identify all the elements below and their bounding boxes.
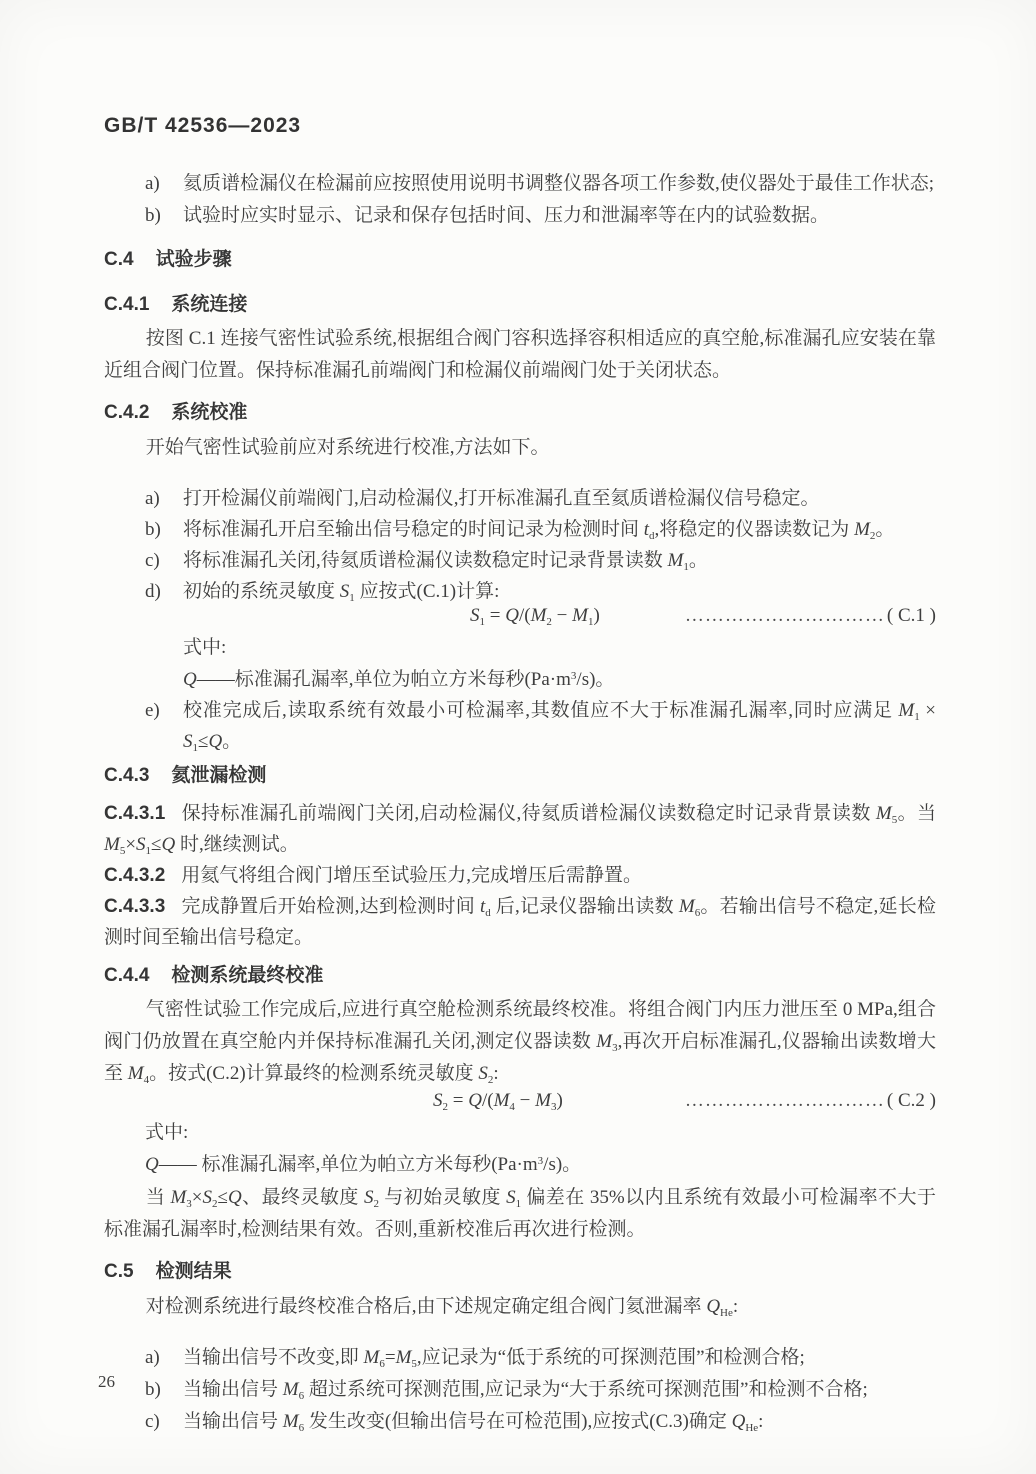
section-title: 系统校准 <box>171 402 248 423</box>
list-item-text: 氦质谱检漏仪在检漏前应按照使用说明书调整仪器各项工作参数,使仪器处于最佳工作状态; <box>183 173 935 194</box>
section-title: 氦泄漏检测 <box>171 765 267 786</box>
list-item-text: 校准完成后,读取系统有效最小可检漏率,其数值应不大于标准漏孔漏率,同时应满足 $M_1 \times S_1\le Q$。 <box>183 700 936 754</box>
section-title: 检测结果 <box>155 1261 232 1282</box>
clause-list <box>104 798 936 953</box>
list-item-text: 当输出信号不改变,即 $M_6=M_5$,应记录为“低于系统的可探测范围”和检测合格; <box>183 1347 805 1370</box>
section-number: C.4 <box>104 249 134 270</box>
section-heading-c42 <box>104 396 936 429</box>
clause-c433 <box>104 891 936 953</box>
section-heading-c43 <box>104 759 936 792</box>
clause-text: 用氦气将组合阀门增压至试验压力,完成增压后需静置。 <box>181 865 643 886</box>
list-item-label: a) <box>145 173 160 194</box>
equation-expression: $S_2 = Q/(M_4 - M_3)$ <box>433 1090 563 1113</box>
list-item-label: b) <box>145 519 161 540</box>
clause-text: 保持标准漏孔前端阀门关闭,启动检漏仪,待氦质谱检漏仪读数稳定时记录背景读数 $M_5$。当 $M_5\times S_1\le Q$ 时,继续测试。 <box>104 803 936 857</box>
list-item <box>104 545 936 576</box>
standard-number: GB/T 42536—2023 <box>104 114 302 137</box>
list-item-text: 将标准漏孔开启至输出信号稳定的时间记录为检测时间 $t_d$,将稳定的仪器读数记为 $M_2$。 <box>183 519 895 542</box>
section-heading-c5 <box>104 1255 936 1288</box>
calibration-steps-list <box>104 483 936 607</box>
list-item <box>104 1406 936 1438</box>
paragraph-validity <box>104 1182 936 1246</box>
clause-c432 <box>104 860 936 891</box>
list-item <box>104 514 936 545</box>
equation-expression: $S_1 = Q/(M_2 - M_1)$ <box>470 605 600 628</box>
page-number: 26 <box>98 1372 115 1391</box>
calibration-step-e <box>104 695 936 757</box>
symbol-definition-q: Q——标准漏孔漏率,单位为帕立方米每秒$(Pa\cdot m^3/s)$。 <box>183 669 615 690</box>
paragraph-text: 按图 C.1 连接气密性试验系统,根据组合阀门容积选择容积相适应的真空舱,标准漏孔应安装在靠近组合阀门位置。保持标准漏孔前端阀门和检漏仪前端阀门处于关闭状态。 <box>104 328 936 381</box>
list-item-text: 试验时应实时显示、记录和保存包括时间、压力和泄漏率等在内的试验数据。 <box>183 205 830 226</box>
section-title: 试验步骤 <box>155 249 232 270</box>
list-item-text: 当输出信号 $M_6$ 超过系统可探测范围,应记录为“大于系统可探测范围”和检测不合格; <box>183 1379 868 1402</box>
results-list <box>104 1342 936 1438</box>
equation-label: ( C.1 ) <box>886 605 936 626</box>
symbol-definition-q: Q—— 标准漏孔漏率,单位为帕立方米每秒$(Pa\cdot m^3/s)$。 <box>145 1154 582 1175</box>
section-number: C.4.4 <box>104 965 150 986</box>
lead-c5 <box>104 1290 936 1323</box>
section-title: 系统连接 <box>171 294 248 315</box>
list-item <box>104 695 936 757</box>
clause-c431 <box>104 798 936 860</box>
paragraph-c41 <box>104 323 936 387</box>
spacer <box>104 1246 936 1255</box>
lead-c42 <box>104 431 936 464</box>
list-item-text: 当输出信号 $M_6$ 发生改变(但输出信号在可检范围),应按式(C.3)确定 $Q_{He}$: <box>183 1411 764 1434</box>
section-number: C.4.2 <box>104 402 150 423</box>
section-number: C.4.3 <box>104 765 150 786</box>
section-number: C.5 <box>104 1261 134 1282</box>
clause-number: C.4.3.3 <box>104 896 166 917</box>
where-label: 式中: <box>183 637 227 658</box>
paragraph-text: 当 $M_3\times S_2\le Q$、最终灵敏度 $S_2$ 与初始灵敏度 $S_1$ 偏差在 35%以内且系统有效最小可检漏率不大于标准漏孔漏率时,检测结果有效。否则,重新校准后再次进行检测。 <box>104 1187 936 1240</box>
paragraph-text: 开始气密性试验前应对系统进行校准,方法如下。 <box>145 437 550 458</box>
list-item-label: d) <box>145 581 161 602</box>
list-item-label: c) <box>145 1411 160 1432</box>
section-heading-c44 <box>104 959 936 992</box>
list-item <box>104 1374 936 1406</box>
list-item-label: a) <box>145 488 160 509</box>
list-item <box>104 1342 936 1374</box>
section-heading-c4 <box>104 243 936 276</box>
paragraph-c44 <box>104 994 936 1090</box>
section-number: C.4.1 <box>104 294 150 315</box>
paragraph-text: 气密性试验工作完成后,应进行真空舱检测系统最终校准。将组合阀门内压力泄压至 0 MPa,组合阀门仍放置在真空舱内并保持标准漏孔关闭,测定仪器读数 $M_3$,再次开启标准漏孔,仪器输出读数增大至 $M_4$。按式(C.2)计算最终的检测系统灵敏度 $S_2$: <box>104 999 936 1086</box>
clause-text: 完成静置后开始检测,达到检测时间 $t_d$ 后,记录仪器输出读数 $M_6$。若输出信号不稳定,延长检测时间至输出信号稳定。 <box>104 896 936 948</box>
clause-number: C.4.3.2 <box>104 865 166 886</box>
paragraph-text: 对检测系统进行最终校准合格后,由下述规定确定组合阀门氦泄漏率 $Q_{He}$: <box>145 1296 739 1319</box>
section-heading-c41 <box>104 288 936 321</box>
list-item-label: a) <box>145 1347 160 1368</box>
list-item <box>104 483 936 514</box>
list-item <box>104 200 936 232</box>
where-label: 式中: <box>145 1122 189 1143</box>
intro-list <box>104 168 936 232</box>
list-item-text: 将标准漏孔关闭,待氦质谱检漏仪读数稳定时记录背景读数 $M_1$。 <box>183 550 708 573</box>
equation-label: ( C.2 ) <box>886 1090 936 1111</box>
list-item-text: 初始的系统灵敏度 $S_1$ 应按式(C.1)计算: <box>183 581 500 604</box>
list-item-label: b) <box>145 1379 161 1400</box>
list-item <box>104 168 936 200</box>
equation-dot-leader: ………………………… <box>684 1090 885 1111</box>
list-item-label: c) <box>145 550 160 571</box>
section-title: 检测系统最终校准 <box>171 965 324 986</box>
clause-number: C.4.3.1 <box>104 803 166 824</box>
list-item-label: e) <box>145 700 160 721</box>
equation-dot-leader: ………………………… <box>684 605 885 626</box>
list-item-label: b) <box>145 205 161 226</box>
list-item-text: 打开检漏仪前端阀门,启动检漏仪,打开标准漏孔直至氦质谱检漏仪信号稳定。 <box>183 488 820 509</box>
